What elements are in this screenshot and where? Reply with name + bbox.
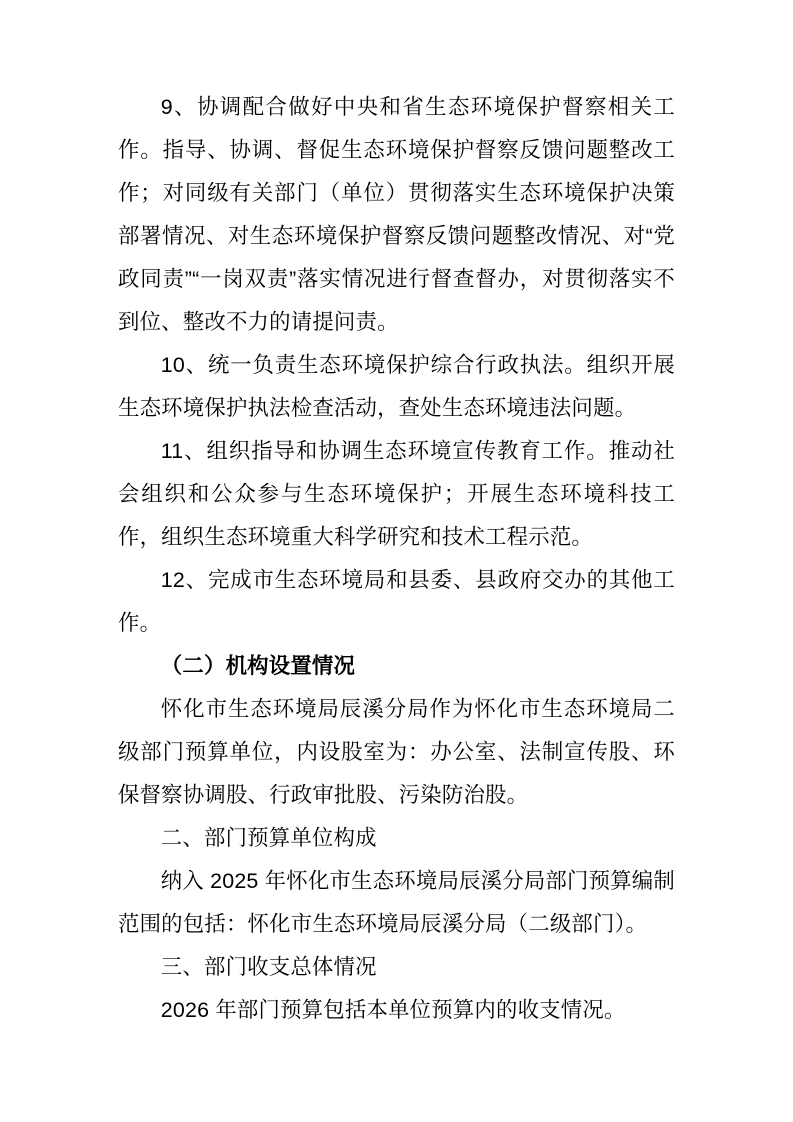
document-content	[118, 86, 675, 1032]
paragraph-revenue-expenditure-overview: 2026 年部门预算包括本单位预算内的收支情况。	[160, 998, 626, 1022]
paragraph-organization-setup: 怀化市生态环境局辰溪分局作为怀化市生态环境局二级部门预算单位，内设股室为：办公室、法制宣传股、环保督察协调股、行政审批股、污染防治股。	[118, 697, 675, 807]
paragraph-duty-10: 10、统一负责生态环境保护综合行政执法。组织开展生态环境保护执法检查活动，查处生态环境违法问题。	[118, 353, 675, 420]
section-heading-budget-unit-composition: 二、部门预算单位构成	[160, 826, 377, 850]
section-heading-organization-setup: （二）机构设置情况	[160, 654, 356, 678]
paragraph-budget-unit-composition: 纳入 2025 年怀化市生态环境局辰溪分局部门预算编制范围的包括：怀化市生态环境局辰溪分局（二级部门）。	[118, 869, 675, 936]
section-heading-revenue-expenditure-overview: 三、部门收支总体情况	[160, 955, 377, 979]
paragraph-duty-11: 11、组织指导和协调生态环境宣传教育工作。推动社会组织和公众参与生态环境保护；开展生态环境科技工作，组织生态环境重大科学研究和技术工程示范。	[118, 439, 675, 549]
paragraph-duty-9: 9、协调配合做好中央和省生态环境保护督察相关工作。指导、协调、督促生态环境保护督察反馈问题整改工作；对同级有关部门（单位）贯彻落实生态环境保护决策部署情况、对生态环境保护督察反馈问题整改情况、对“党政同责”“一岗双责”落实情况进行督查督办，对贯彻落实不到位、整改不力的请提问责。	[118, 95, 675, 334]
paragraph-duty-12: 12、完成市生态环境局和县委、县政府交办的其他工作。	[118, 568, 675, 635]
